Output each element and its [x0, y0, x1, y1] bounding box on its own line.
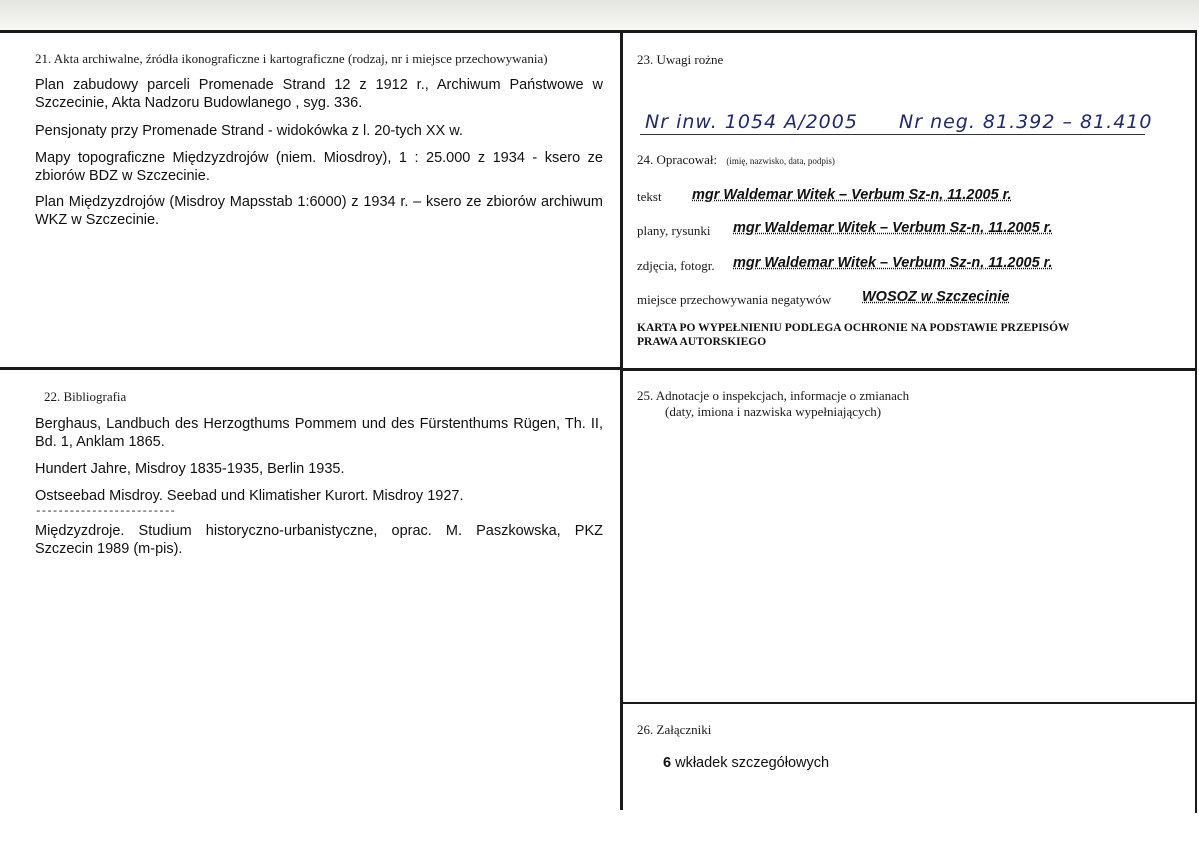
text-author-value: mgr Waldemar Witek – Verbum Sz-n, 11.2005 r.: [692, 187, 1012, 203]
copyright-line-1: KARTA PO WYPEŁNIENIU PODLEGA OCHRONIE NA PODSTAWIE PRZEPISÓW: [637, 322, 1070, 334]
attachments-count: 6: [663, 755, 672, 771]
column-divider: [620, 30, 623, 810]
photos-author-label: zdjęcia, fotogr.: [637, 258, 715, 273]
copyright-line-2: PRAWA AUTORSKIEGO: [637, 336, 767, 348]
section-25-subtitle: (daty, imiona i nazwiska wypełniających): [665, 404, 882, 419]
row-divider-right: [620, 368, 1197, 371]
text-author-label: tekst: [637, 189, 662, 204]
row-divider-attachments: [622, 702, 1197, 704]
plans-author-label: plany, rysunki: [637, 223, 711, 238]
section-23-title: 23. Uwagi rożne: [637, 52, 724, 67]
copyright-notice: [637, 321, 1070, 349]
row-divider-left: [0, 367, 622, 370]
section-24-note: (imię, nazwisko, data, podpis): [726, 156, 835, 166]
section-24-label: 24. Opracował:: [637, 152, 718, 167]
remarks-underline: [640, 134, 1145, 135]
bibliography-entry: Ostseebad Misdroy. Seebad und Klimatisher Kurort. Misdroy 1927.: [35, 488, 464, 504]
section-21-title: 21. Akta archiwalne, źródła ikonograficzne i kartograficzne (rodzaj, nr i miejsce przechowywania): [35, 51, 548, 66]
attachments-text: wkładek szczegółowych: [675, 755, 830, 771]
negatives-location-label: miejsce przechowywania negatywów: [637, 292, 832, 307]
archive-entry: Pensjonaty przy Promenade Strand - widokówka z l. 20-tych XX w.: [35, 123, 463, 139]
photos-author-value: mgr Waldemar Witek – Verbum Sz-n, 11.2005 r.: [733, 255, 1053, 271]
section-22-title: 22. Bibliografia: [44, 389, 127, 404]
bibliography-separator: -------------------------: [35, 506, 176, 518]
scan-top-edge: [0, 0, 1199, 30]
bibliography-entry: Berghaus, Landbuch des Herzogthums Pommem und des Fürstenthums Rügen, Th. II, Bd. 1, Anklam 1865.: [35, 416, 603, 450]
archive-entry: Mapy topograficzne Międzyzdrojów (niem. Miosdroy), 1 : 25.000 z 1934 - ksero ze zbiorów BDZ w Szczecinie.: [35, 150, 603, 184]
attachments-value: [663, 754, 829, 772]
section-25-title: 25. Adnotacje o inspekcjach, informacje o zmianach: [637, 388, 910, 403]
section-26-title: 26. Załączniki: [637, 722, 712, 737]
archive-entry: Plan Międzyzdrojów (Misdroy Mapsstab 1:6000) z 1934 r. – ksero ze zbiorów archiwum WKZ w Szczecinie.: [35, 194, 603, 228]
plans-author-value: mgr Waldemar Witek – Verbum Sz-n, 11.2005 r.: [733, 220, 1053, 236]
negatives-location-value: WOSOZ w Szczecinie: [862, 289, 1010, 305]
archive-entry: Plan zabudowy parceli Promenade Strand 12 z 1912 r., Archiwum Państwowe w Szczecinie, Akta Nadzoru Budowlanego , syg. 336.: [35, 77, 603, 111]
negative-number-handwritten: Nr neg. 81.392 – 81.410: [899, 111, 1153, 133]
section-24-title: [637, 152, 835, 168]
bibliography-entry: Hundert Jahre, Misdroy 1835-1935, Berlin 1935.: [35, 461, 345, 477]
bibliography-entry: Międzyzdroje. Studium historyczno-urbanistyczne, oprac. M. Paszkowska, PKZ Szczecin 1989 (m-pis).: [35, 523, 603, 557]
inventory-number-handwritten: Nr inw. 1054 A/2005: [645, 111, 858, 133]
